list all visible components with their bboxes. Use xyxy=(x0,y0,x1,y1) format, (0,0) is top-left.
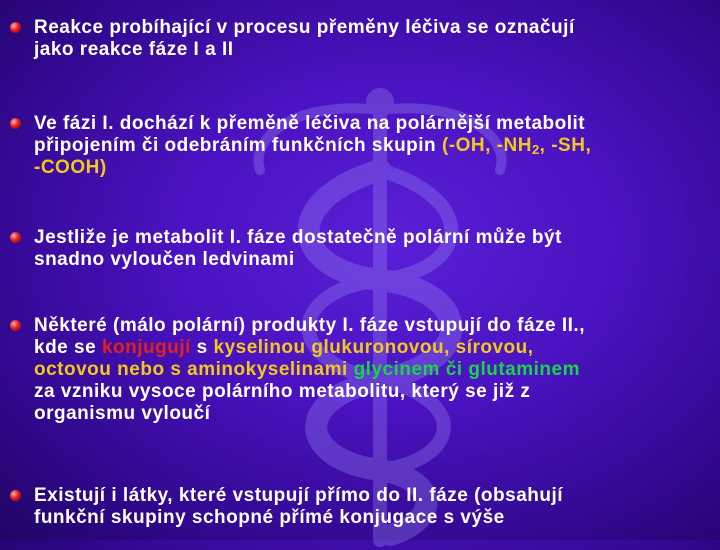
text-segment: připojením či odebráním funkčních skupin xyxy=(34,135,442,156)
bullet-line xyxy=(34,249,562,271)
text-segment: s xyxy=(190,337,214,358)
text-segment: Některé (málo polární) produkty I. fáze vstupují do fáze II., xyxy=(34,315,585,336)
bullet-line xyxy=(34,507,563,529)
text-segment: Reakce probíhající v procesu přeměny léčiva se označují xyxy=(34,17,575,38)
text-segment: kyselinou glukuronovou, sírovou, xyxy=(213,337,534,358)
text-segment: snadno vyloučen ledvinami xyxy=(34,249,295,270)
bullet-line xyxy=(34,315,585,337)
bullet-line xyxy=(34,359,585,381)
text-segment: Jestliže je metabolit I. fáze dostatečně polární může být xyxy=(34,227,562,248)
bullet-line xyxy=(34,39,575,61)
text-segment: -COOH) xyxy=(34,157,107,178)
bullet-line xyxy=(34,403,585,425)
text-segment: octovou nebo s aminokyselinami xyxy=(34,359,354,380)
text-segment: konjugují xyxy=(101,337,191,358)
text-segment: (-OH, -NH xyxy=(441,135,532,156)
text-segment: funkční skupiny schopné přímé konjugace s výše xyxy=(34,507,505,528)
text-segment: Ve fázi I. dochází k přeměně léčiva na polárnější metabolit xyxy=(34,113,586,134)
text-segment: , -SH, xyxy=(539,135,592,156)
red-sphere-bullet-icon xyxy=(10,118,21,129)
text-segment: glycinem či glutaminem xyxy=(353,359,580,380)
bullet-text xyxy=(34,113,591,179)
bullet-text xyxy=(34,227,562,271)
bullet-text xyxy=(34,17,575,61)
bullet-line xyxy=(34,337,585,359)
bullet-line xyxy=(34,17,575,39)
text-segment: za vzniku vysoce polárního metabolitu, který se již z xyxy=(34,381,531,402)
text-segment: Existují i látky, které vstupují přímo do II. fáze (obsahují xyxy=(34,485,564,506)
red-sphere-bullet-icon xyxy=(10,232,21,243)
bullet-line xyxy=(34,135,591,157)
red-sphere-bullet-icon xyxy=(10,320,21,331)
bullet-text xyxy=(34,315,585,425)
text-segment: kde se xyxy=(34,337,102,358)
text-segment: 2 xyxy=(531,142,540,157)
bullet-text xyxy=(34,485,563,529)
bullet-line xyxy=(34,227,562,249)
text-segment: jako reakce fáze I a II xyxy=(34,39,234,60)
bullet-line xyxy=(34,157,591,179)
bullet-line xyxy=(34,485,563,507)
bullet-line xyxy=(34,381,585,403)
red-sphere-bullet-icon xyxy=(10,22,21,33)
red-sphere-bullet-icon xyxy=(10,490,21,501)
bullet-line xyxy=(34,113,591,135)
text-segment: organismu vyloučí xyxy=(34,403,211,424)
